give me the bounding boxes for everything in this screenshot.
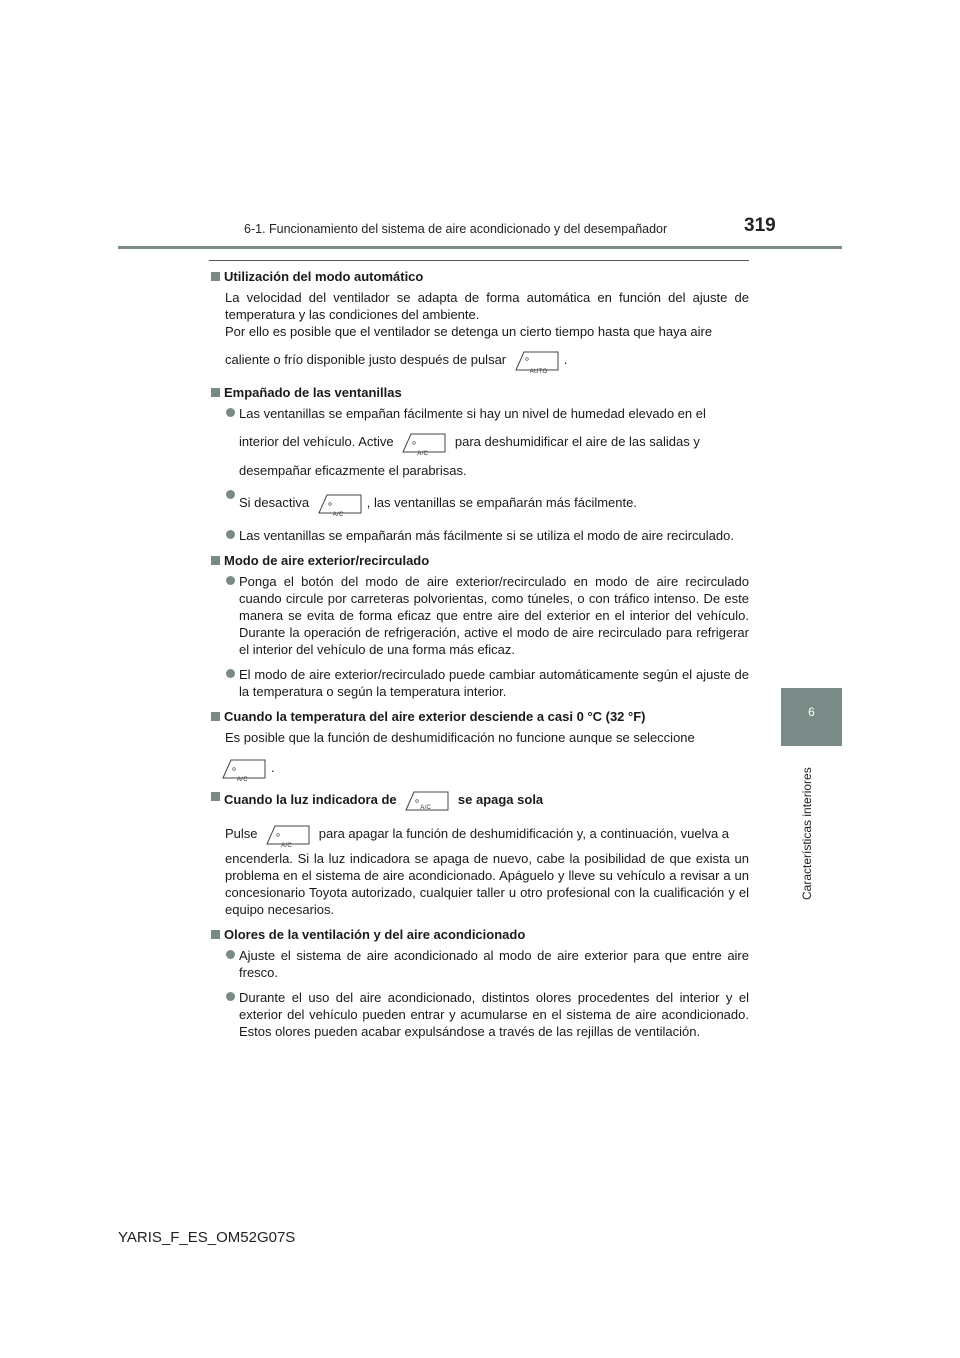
text: Si desactiva (239, 495, 310, 510)
bullet-item (209, 487, 749, 519)
text: Cuando la luz indicadora de (224, 792, 397, 807)
section-heading-indicator-off (209, 788, 749, 812)
bullet-item: El modo de aire exterior/recirculado puede cambiar automáticamente según el ajuste de la temperatura o según la temperatura interior. (209, 666, 749, 700)
ac-button-icon (317, 493, 363, 518)
section-heading-odors: Olores de la ventilación y del aire acondicionado (209, 926, 749, 943)
text: Pulse (225, 826, 258, 841)
text: para apagar la función de deshumidificación y, a continuación, vuelva a (318, 826, 730, 841)
section-heading-automatic-mode: Utilización del modo automático (209, 268, 749, 285)
auto-button-icon (514, 350, 560, 375)
text: desempañar eficazmente el parabrisas. (239, 463, 467, 478)
ac-button-label: A/C (332, 511, 344, 518)
text: se apaga sola (457, 792, 544, 807)
chapter-tab-number: 6 (808, 705, 815, 719)
header-title: 6-1. Funcionamiento del sistema de aire acondicionado y del desempañador (244, 222, 668, 236)
text: . (271, 760, 275, 775)
text: Las ventanillas se empañan fácilmente si hay un nivel de humedad elevado en el (239, 406, 706, 421)
text: , las ventanillas se empañarán más fácilmente. (366, 495, 637, 510)
auto-button-label: AUTO (529, 368, 548, 375)
bullet-item (209, 405, 749, 479)
text: La velocidad del ventilador se adapta de forma automática en función del ajuste de temperatura y las condiciones del ambiente. (225, 290, 749, 322)
chapter-label: Características interiores (800, 767, 814, 900)
paragraph (209, 289, 749, 340)
text: para deshumidificar el aire de las salidas y (454, 434, 700, 449)
bullet-item: Las ventanillas se empañarán más fácilmente si se utiliza el modo de aire recirculado. (209, 527, 749, 544)
text: interior del vehículo. Active (239, 434, 394, 449)
ac-button-icon (265, 824, 311, 849)
section-divider (209, 260, 749, 261)
text: . (563, 352, 568, 367)
paragraph (209, 344, 749, 376)
ac-button-label: A/C (417, 450, 429, 457)
chapter-tab (781, 688, 842, 746)
chapter-label-container (796, 760, 826, 900)
paragraph (209, 752, 749, 784)
paragraph: Es posible que la función de deshumidificación no funcione aunque se seleccione (225, 730, 695, 745)
page-content (209, 268, 749, 1048)
paragraph (209, 818, 749, 850)
section-heading-low-temperature: Cuando la temperatura del aire exterior desciende a casi 0 °C (32 °F) (209, 708, 749, 725)
paragraph: encenderla. Si la luz indicadora se apaga de nuevo, cabe la posibilidad de que exista un problema en el sistema de aire acondicionado. Apáguelo y lleve su vehículo a revisar a un concesionario Toyota autorizado, cualquier taller u otro profesional con la cualificación y el equipo necesarios. (225, 851, 749, 917)
text: caliente o frío disponible justo después de pulsar (225, 352, 507, 367)
page-number: 319 (744, 215, 776, 236)
section-heading-window-fogging: Empañado de las ventanillas (209, 384, 749, 401)
bullet-item: Ponga el botón del modo de aire exterior/recirculado en modo de aire recirculado cuando circule por carreteras polvorientas, como túneles, o con tráfico intenso. De este manera se evita de forma eficaz que entre aire del exterior en el interior del vehículo. Durante la operación de refrigeración, active el modo de aire recirculado para refrigerar el interior del vehículo de una forma más eficaz. (209, 573, 749, 658)
ac-button-icon (221, 758, 267, 783)
bullet-item: Ajuste el sistema de aire acondicionado al modo de aire exterior para que entre aire fresco. (209, 947, 749, 981)
ac-button-label: A/C (420, 804, 432, 811)
ac-button-label: A/C (281, 842, 293, 849)
header-rule (118, 22, 842, 249)
ac-button-label: A/C (237, 776, 248, 783)
document-code: YARIS_F_ES_OM52G07S (118, 1229, 296, 1246)
text: Por ello es posible que el ventilador se detenga un cierto tiempo hasta que haya aire (225, 324, 713, 339)
ac-button-icon (404, 790, 450, 812)
section-heading-recirculation: Modo de aire exterior/recirculado (209, 552, 749, 569)
bullet-item: Durante el uso del aire acondicionado, distintos olores procedentes del interior y el exterior del vehículo pueden entrar y acumularse en el sistema de aire acondicionado. Estos olores pueden acabar expulsándose a través de las rejillas de ventilación. (209, 989, 749, 1040)
ac-button-icon (401, 432, 447, 457)
